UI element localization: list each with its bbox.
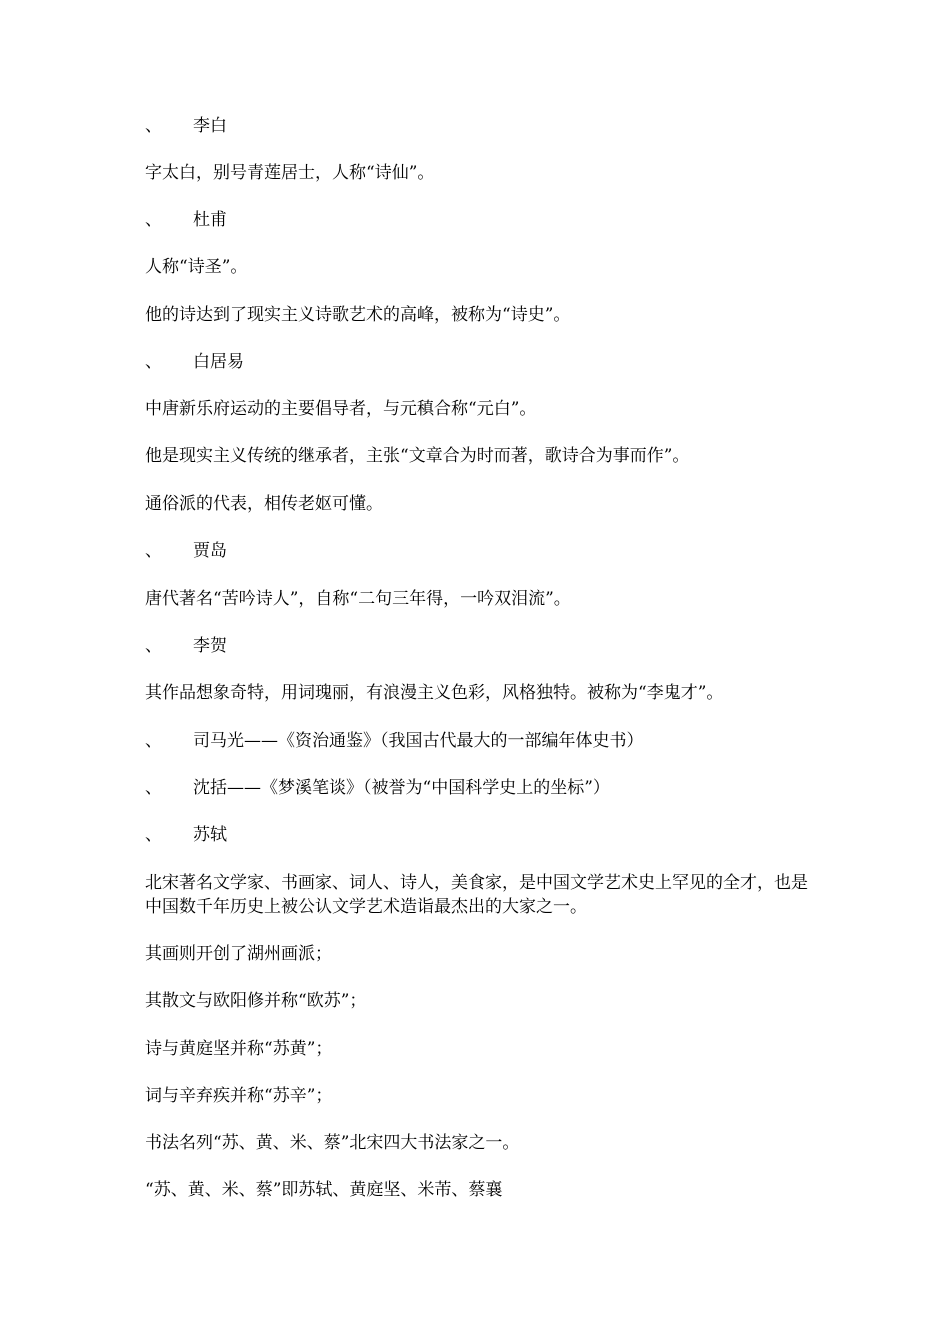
heading-bai-juyi — [145, 350, 815, 374]
paragraph: 他的诗达到了现实主义诗歌艺术的高峰，被称为“诗史”。 — [145, 305, 571, 325]
paragraph: 书法名列“苏、黄、米、蔡”北宋四大书法家之一。 — [145, 1133, 520, 1153]
list-bullet: 、 — [145, 541, 162, 561]
paragraph: 字太白，别号青莲居士，人称“诗仙”。 — [145, 163, 435, 183]
paragraph: “苏、黄、米、蔡”即苏轼、黄庭坚、米芾、蔡襄 — [145, 1180, 503, 1200]
list-bullet: 、 — [145, 731, 162, 751]
heading-text: 沈括——《梦溪笔谈》（被誉为“中国科学史上的坐标”） — [193, 778, 610, 798]
paragraph: 北宋著名文学家、书画家、词人、诗人，美食家，是中国文学艺术史上罕见的全才，也是中国数千年历史上被公认文学艺术造诣最杰出的大家之一。 — [145, 873, 808, 917]
paragraph: 词与辛弃疾并称“苏辛”； — [145, 1086, 333, 1106]
heading-text: 苏轼 — [193, 825, 227, 845]
heading-text: 杜甫 — [193, 210, 227, 230]
list-bullet: 、 — [145, 116, 162, 136]
paragraph: 其画则开创了湖州画派； — [145, 944, 332, 964]
heading-text: 李贺 — [193, 636, 227, 656]
list-bullet: 、 — [145, 210, 162, 230]
heading-jia-dao — [145, 539, 815, 563]
list-bullet: 、 — [145, 825, 162, 845]
heading-text: 白居易 — [193, 352, 244, 372]
heading-text: 司马光——《资治通鉴》（我国古代最大的一部编年体史书） — [193, 731, 644, 751]
paragraph: 人称“诗圣”。 — [145, 257, 248, 277]
paragraph: 唐代著名“苦吟诗人”，自称“二句三年得，一吟双泪流”。 — [145, 589, 571, 609]
heading-sima-guang — [145, 729, 815, 753]
heading-shen-kuo — [145, 776, 815, 800]
paragraph: 诗与黄庭坚并称“苏黄”； — [145, 1039, 333, 1059]
heading-text: 贾岛 — [193, 541, 227, 561]
heading-su-shi — [145, 823, 815, 847]
list-bullet: 、 — [145, 636, 162, 656]
paragraph: 其散文与欧阳修并称“欧苏”； — [145, 991, 367, 1011]
paragraph: 通俗派的代表，相传老妪可懂。 — [145, 494, 383, 514]
list-bullet: 、 — [145, 778, 162, 798]
paragraph: 他是现实主义传统的继承者，主张“文章合为时而著，歌诗合为事而作”。 — [145, 446, 690, 466]
heading-text: 李白 — [193, 116, 227, 136]
list-bullet: 、 — [145, 352, 162, 372]
paragraph: 中唐新乐府运动的主要倡导者，与元稹合称“元白”。 — [145, 399, 537, 419]
heading-du-fu — [145, 208, 815, 232]
paragraph: 其作品想象奇特，用词瑰丽，有浪漫主义色彩，风格独特。被称为“李鬼才”。 — [145, 683, 724, 703]
heading-li-bai — [145, 114, 815, 138]
heading-li-he — [145, 634, 815, 658]
